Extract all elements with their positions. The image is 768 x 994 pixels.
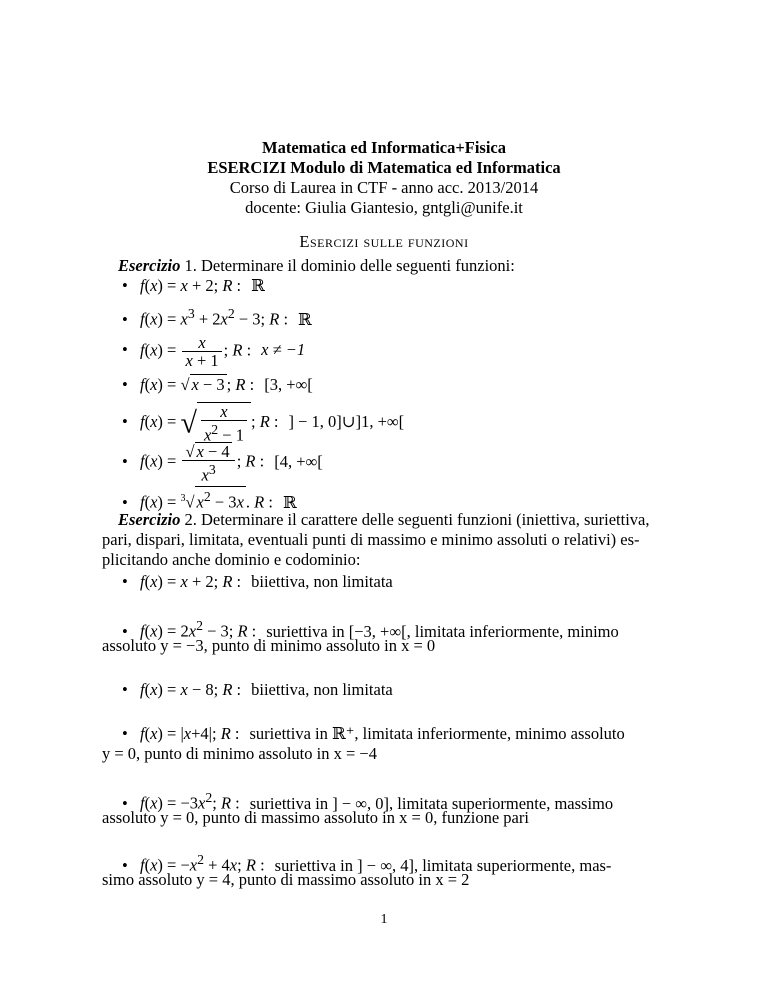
- bullet-icon: •: [122, 793, 128, 813]
- ex1-item-2: • $f(x) = x^3 + 2x^2 - 3$; R : ℝ: [122, 306, 312, 329]
- bullet-icon: •: [122, 492, 128, 512]
- ex2-answer-2b: assoluto y = −3, punto di minimo assoluto in x = 0: [102, 636, 436, 655]
- bullet-icon: •: [122, 340, 128, 360]
- exercise-2-text-3: plicitando anche dominio e codominio:: [102, 550, 361, 569]
- ex2-answer-1: biiettiva, non limitata: [251, 572, 393, 591]
- ex1-answer-7: ℝ: [282, 492, 297, 512]
- ex2-item-6: • $f(x) = -x^2 + 4x$; R : suriettiva in ] − ∞, 4], limitata superiormente, mas-: [122, 852, 612, 875]
- bullet-icon: •: [122, 309, 128, 329]
- exercise-2-number: 2.: [184, 510, 197, 529]
- ex1-answer-2: ℝ: [298, 309, 312, 329]
- ex2-answer-5b: assoluto y = 0, punto di massimo assoluto in x = 0, funzione pari: [102, 808, 529, 827]
- ex2-answer-3: biiettiva, non limitata: [251, 680, 393, 699]
- ex1-answer-5: ] − 1, 0]∪]1, +∞[: [288, 412, 405, 432]
- exercise-2-text-1: Determinare il carattere delle seguenti funzioni (iniettiva, suriettiva,: [200, 510, 650, 529]
- bullet-icon: •: [122, 572, 128, 591]
- ex2-answer-5a: suriettiva in ] − ∞, 0], limitata superiormente, massimo: [249, 793, 614, 813]
- bullet-icon: •: [122, 412, 128, 432]
- page-number: 1: [380, 912, 388, 927]
- ex1-answer-6: [4, +∞[: [274, 451, 323, 471]
- ex1-item-1: • f(x) = x + 2; R : ℝ: [122, 276, 265, 295]
- ex2-item-3: • f(x) = x − 8; R : biiettiva, non limitata: [122, 680, 393, 699]
- doc-title-line1: Matematica ed Informatica+Fisica: [262, 138, 506, 157]
- ex1-item-6: • f(x) = $\frac{√ x - 4}{x^3}$ ; R : [4, +∞[: [122, 442, 323, 485]
- bullet-icon: •: [122, 276, 128, 295]
- ex2-item-5: • $f(x) = -3x^2$; R : suriettiva in ] − ∞, 0], limitata superiormente, massimo: [122, 790, 614, 813]
- exercise-1-label: Esercizio: [118, 256, 181, 275]
- doc-title-line2: ESERCIZI Modulo di Matematica ed Informatica: [207, 158, 561, 177]
- ex1-item-5: • f(x) = √ $\frac{x}{x^2 - 1}$ ; R : ] − 1, 0]∪]1, +∞[: [122, 402, 405, 445]
- ex2-answer-4b: y = 0, punto di minimo assoluto in x = −4: [102, 744, 377, 763]
- ex1-item-7: • f(x) = $^3$√ $x^2 - 3x$ . R : ℝ: [122, 486, 652, 513]
- section-title: Esercizi sulle funzioni: [299, 232, 469, 251]
- bullet-icon: •: [122, 680, 128, 699]
- bullet-icon: •: [122, 855, 128, 875]
- ex2-item-4: • f(x) = |x+4|; R : suriettiva in ℝ⁺, limitata inferiormente, minimo assoluto: [122, 724, 625, 743]
- exercise-2-label: Esercizio: [118, 510, 181, 529]
- ex2-item-2: • $f(x) = 2x^2 - 3$; R : suriettiva in [−3, +∞[, limitata inferiormente, minimo: [122, 618, 619, 641]
- ex1-item-3: • f(x) = $\frac{x}{x + 1}$ ; R : x ≠ −1: [122, 333, 306, 370]
- ex2-item-1: • f(x) = x + 2; R : biiettiva, non limitata: [122, 572, 393, 591]
- ex1-answer-1: ℝ: [251, 276, 265, 295]
- ex2-answer-4a: suriettiva in ℝ⁺, limitata inferiormente, minimo assoluto: [249, 724, 625, 743]
- ex2-answer-6a: suriettiva in ] − ∞, 4], limitata superiormente, mas-: [274, 855, 612, 875]
- bullet-icon: •: [122, 451, 128, 471]
- doc-course-line: Corso di Laurea in CTF - anno acc. 2013/2014: [229, 178, 539, 197]
- ex1-answer-4: [3, +∞[: [264, 375, 313, 394]
- exercise-1-text: Determinare il dominio delle seguenti funzioni:: [200, 256, 515, 275]
- bullet-icon: •: [122, 724, 128, 743]
- bullet-icon: •: [122, 621, 128, 641]
- ex1-item-4: • f(x) = √ x − 3 ; R : [3, +∞[: [122, 375, 313, 394]
- ex2-answer-2a: suriettiva in [−3, +∞[, limitata inferiormente, minimo: [266, 621, 619, 641]
- doc-teacher-line: docente: Giulia Giantesio, gntgli@unife.it: [245, 198, 523, 217]
- ex1-answer-3: x ≠ −1: [261, 340, 306, 360]
- ex2-answer-6b: simo assoluto y = 4, punto di massimo assoluto in x = 2: [102, 870, 470, 889]
- bullet-icon: •: [122, 375, 128, 394]
- exercise-2-heading: [118, 510, 658, 530]
- exercise-1-heading: [118, 256, 658, 276]
- exercise-2-text-2: pari, dispari, limitata, eventuali punti di massimo e minimo assoluti o relativi) es-: [102, 530, 640, 549]
- exercise-1-number: 1.: [184, 256, 197, 275]
